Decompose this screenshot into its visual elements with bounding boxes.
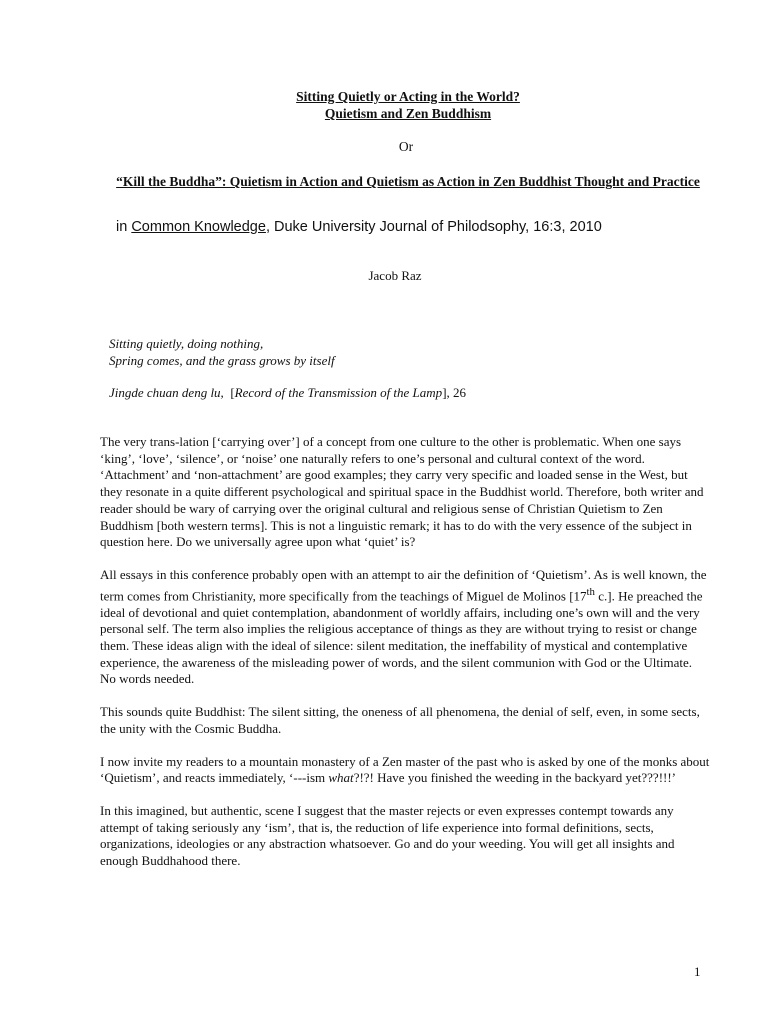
paragraph-4: [100, 754, 710, 787]
journal-name: Common Knowledge: [131, 219, 266, 235]
superscript-th: th: [586, 585, 595, 598]
title-line-2: Quietism and Zen Buddhism: [324, 106, 492, 121]
paragraph-2-part-a: All essays in this conference probably open with an attempt to air the definition of ‘Quietism’. As is well known, the term comes from Christianity, more specifically from the teachings of Miguel de Molinos [17: [100, 566, 707, 603]
citation-details: , Duke University Journal of Philodsophy, 16:3, 2010: [265, 219, 602, 235]
source-translation: Record of the Transmission of the Lamp: [234, 385, 443, 400]
source-bracket-open: [: [223, 385, 235, 400]
paragraph-5: In this imagined, but authentic, scene I suggest that the master rejects or even expresses contempt towards any attempt of taking seriously any ‘ism’, that is, the reduction of life experience into formal definitions, sects, organizations, ideologies or any abstraction whatsoever. Go and do your weeding. You will get all insights and enough Buddhahood there.: [100, 802, 675, 869]
paragraph-4-italic: what: [328, 770, 354, 786]
source-title: Jingde chuan deng lu,: [109, 385, 224, 400]
citation: [116, 219, 736, 235]
epigraph-line-2: Spring comes, and the grass grows by itself: [109, 353, 335, 368]
source-reference: ], 26: [442, 385, 467, 400]
citation-prefix: in: [116, 219, 132, 235]
alternate-title: “Kill the Buddha”: Quietism in Action and Quietism as Action in Zen Buddhist Thought and Practice: [116, 174, 700, 189]
paragraph-3: This sounds quite Buddhist: The silent sitting, the oneness of all phenomena, the denial of self, even, in some sects, the unity with the Cosmic Buddha.: [100, 704, 700, 736]
paragraph-1: The very trans-lation [‘carrying over’] of a concept from one culture to the other is problematic. When one says ‘king’, ‘love’, ‘silence’, or ‘noise’ one naturally refers to one’s personal and cultural context of the word. ‘Attachment’ and ‘non-attachment’ are good examples; they carry very specific and loaded sense in the West, but they resonate in a quite different psychological and spiritual space in the Buddhist world. Therefore, both writer and reader should be wary of carrying over the original cultural and religious sense of Christian Quietism to Zen Buddhism [both western terms]. This is not a linguistic remark; it has to do with the very essence of the subject in question here. Do we universally agree upon what ‘quiet’ is?: [100, 434, 704, 550]
or-separator: Or: [398, 139, 414, 154]
epigraph-line-1: Sitting quietly, doing nothing,: [109, 336, 264, 351]
author-name: Jacob Raz: [368, 268, 422, 283]
epigraph: [109, 335, 335, 369]
paragraph-2: [100, 567, 710, 688]
body-text: [100, 434, 710, 886]
epigraph-source: [109, 385, 466, 401]
paragraph-4-part-b: ?!?! Have you finished the weeding in the backyard yet???!!!’: [353, 770, 677, 786]
paragraph-4-part-a: I now invite my readers to a mountain monastery of a Zen master of the past who is asked by one of the monks about ‘Quietism’, and reacts immediately, ‘---ism: [100, 753, 710, 786]
title-line-1: Sitting Quietly or Acting in the World?: [296, 89, 520, 104]
page-number: 1: [694, 964, 701, 979]
paragraph-2-part-b: c.]. He preached the ideal of devotional and quiet contemplation, abandonment of worldly affairs, including one’s own will and the very personal self. The term also implies the religious acceptance of things as they are without trying to resist or change them. These ideas align with the ideal of silence: silent meditation, the ineffability of mystical and contemplative experience, the awareness of the misleading power of words, and the silent communion with God or the Ultimate. No words needed.: [100, 587, 703, 687]
